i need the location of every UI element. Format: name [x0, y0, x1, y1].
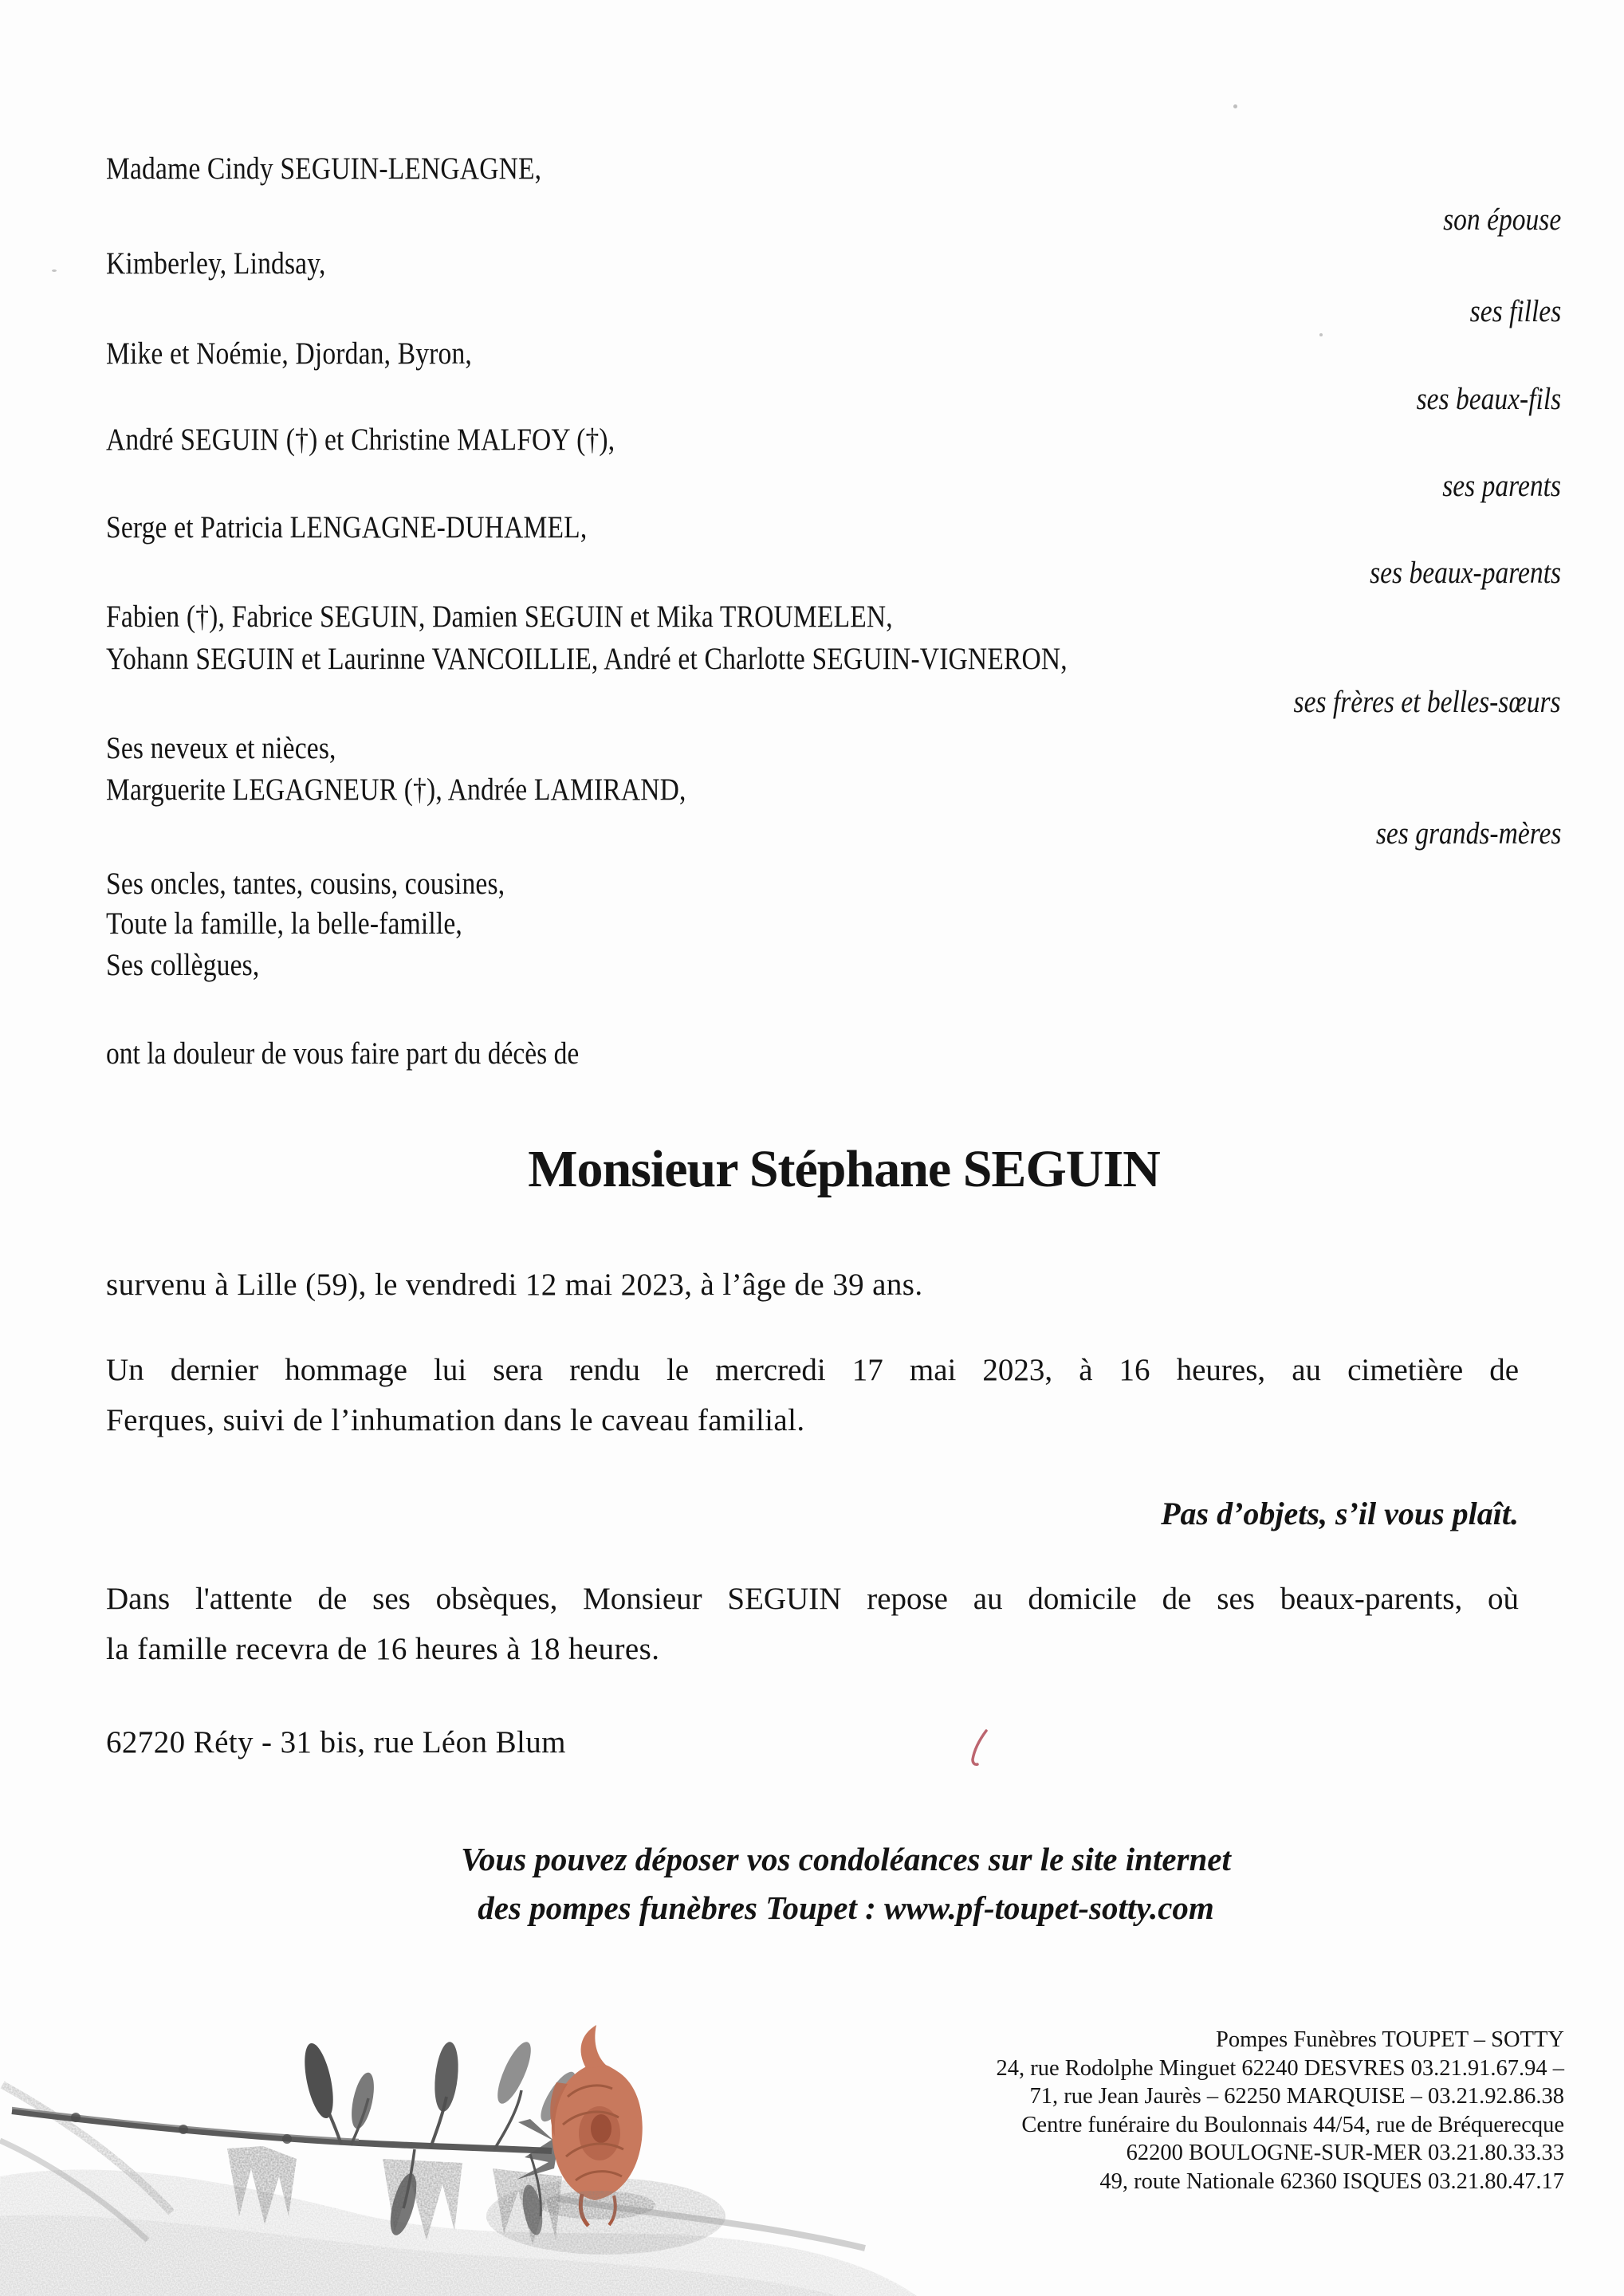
- stem-node: [71, 2113, 81, 2122]
- relation-label: ses parents: [1442, 469, 1561, 503]
- deceased-name-title: Monsieur Stéphane SEGUIN: [528, 1140, 1160, 1198]
- scan-speck: [52, 269, 57, 272]
- visitation-line: Dans l'attente de ses obsèques, Monsieur SEGUIN repose au domicile de ses beaux-parents, où: [106, 1582, 1519, 1616]
- funeral-home-name: Pompes Funèbres TOUPET – SOTTY: [1215, 2027, 1564, 2052]
- rose-bloom-tip: [581, 2025, 608, 2068]
- visitation-line: la famille recevra de 16 heures à 18 heures.: [106, 1632, 660, 1666]
- rose-leaf: [491, 2038, 537, 2107]
- red-pen-stroke: [973, 1731, 986, 1764]
- family-name-line: Toute la famille, la belle-famille,: [106, 906, 462, 941]
- relation-label: son épouse: [1442, 202, 1561, 237]
- stem-node: [282, 2134, 292, 2144]
- ceremony-line: Un dernier hommage lui sera rendu le mercredi 17 mai 2023, à 16 heures, au cimetière de: [106, 1353, 1519, 1387]
- stem-node: [179, 2125, 188, 2134]
- family-name-line: Mike et Noémie, Djordan, Byron,: [106, 336, 472, 371]
- relation-label: ses beaux-fils: [1416, 382, 1561, 416]
- rose-photo: [0, 1977, 917, 2296]
- funeral-home-block: [997, 2026, 1565, 2196]
- relation-label: ses beaux-parents: [1369, 556, 1561, 590]
- family-name-line: Ses collègues,: [106, 948, 260, 982]
- rose-leaf: [431, 2041, 461, 2113]
- death-notice-line: survenu à Lille (59), le vendredi 12 mai 2023, à l’âge de 39 ans.: [106, 1268, 923, 1302]
- family-name-line: André SEGUIN (†) et Christine MALFOY (†),: [106, 423, 615, 457]
- family-name-line: Ses oncles, tantes, cousins, cousines,: [106, 867, 505, 901]
- family-name-line: Ses neveux et nièces,: [106, 731, 336, 765]
- relation-label: ses frères et belles-sœurs: [1293, 685, 1561, 719]
- funeral-home-address: 24, rue Rodolphe Minguet 62240 DESVRES 03.21.91.67.94 –: [996, 2055, 1564, 2081]
- family-name-line: Yohann SEGUIN et Laurinne VANCOILLIE, André et Charlotte SEGUIN-VIGNERON,: [106, 642, 1068, 676]
- rose-core-center: [591, 2114, 611, 2143]
- bloom-shadow: [541, 2191, 655, 2219]
- family-name-line: Marguerite LEGAGNEUR (†), Andrée LAMIRAND,: [106, 773, 686, 807]
- scan-speck: [1233, 104, 1237, 108]
- family-name-line: Kimberley, Lindsay,: [106, 246, 326, 281]
- condolences-line: Vous pouvez déposer vos condoléances sur le site internet: [461, 1841, 1231, 1877]
- scan-speck: [1319, 333, 1323, 336]
- rose-leaf: [348, 2070, 378, 2130]
- red-pen-mark: [968, 1728, 992, 1768]
- family-name-line: Fabien (†), Fabrice SEGUIN, Damien SEGUIN et Mika TROUMELEN,: [106, 600, 893, 634]
- funeral-home-address: 71, rue Jean Jaurès – 62250 MARQUISE – 03.21.92.86.38: [1029, 2084, 1564, 2109]
- family-name-line: Madame Cindy SEGUIN-LENGAGNE,: [106, 151, 542, 186]
- no-objects-note: Pas d’objets, s’il vous plaît.: [1161, 1496, 1519, 1531]
- ceremony-line: Ferques, suivi de l’inhumation dans le caveau familial.: [106, 1403, 805, 1437]
- relation-label: ses grands-mères: [1375, 816, 1561, 851]
- condolences-line: des pompes funèbres Toupet : www.pf-toupet-sotty.com: [478, 1889, 1214, 1926]
- rose-leaf: [299, 2041, 338, 2121]
- relation-label: ses filles: [1469, 294, 1561, 328]
- funeral-home-address: 49, route Nationale 62360 ISQUES 03.21.80.47.17: [1099, 2168, 1564, 2194]
- visitation-address: 62720 Réty - 31 bis, rue Léon Blum: [106, 1725, 566, 1759]
- family-name-line: Serge et Patricia LENGAGNE-DUHAMEL,: [106, 510, 588, 545]
- funeral-home-address: 62200 BOULOGNE-SUR-MER 03.21.80.33.33: [1126, 2141, 1564, 2166]
- funeral-home-address: Centre funéraire du Boulonnais 44/54, rue de Bréquerecque: [1021, 2112, 1564, 2137]
- announcement-intro: ont la douleur de vous faire part du décès de: [106, 1036, 580, 1071]
